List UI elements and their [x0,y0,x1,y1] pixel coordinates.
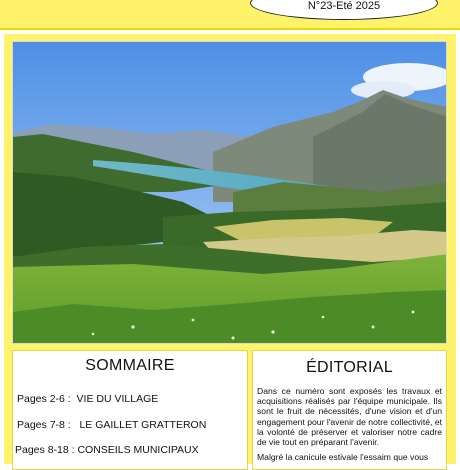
editorial-paragraph: Malgré la canicule estivale l'essaim que vous [257,452,429,463]
issue-badge [250,0,438,20]
editorial-panel [252,350,447,470]
header-band [0,0,460,30]
editorial-paragraph: Dans ce numéro sont exposés les travaux et acquisitions réalisés par l'équipe municipale. Ils sont le fruit de nécessités, d'une vision et d'un engagement pour l'avenir de notre collectivité, et la volonté de préserver et valoriser notre cadre de vie tout en préparant l'avenir. [257,386,442,448]
issue-label: N°23-Eté 2025 [307,0,381,12]
toc-item[interactable] [17,419,206,431]
toc-label: LE GAILLET GRATTERON [79,419,207,431]
sommaire-title: SOMMAIRE [85,357,175,374]
toc-pages: Pages 7-8 : [17,419,71,431]
toc-item[interactable] [15,444,199,456]
toc-label: CONSEILS MUNICIPAUX [77,444,199,456]
editorial-text [257,386,442,462]
cover-photo [12,41,447,344]
toc-item[interactable] [17,393,158,405]
toc-pages: Pages 8-18 : [15,444,75,456]
toc-pages: Pages 2-6 : [17,393,71,405]
sommaire-panel [12,350,248,470]
toc-label: VIE DU VILLAGE [76,393,159,405]
editorial-title: ÉDITORIAL [306,359,393,376]
mountain-lake-landscape-photo [13,42,447,344]
